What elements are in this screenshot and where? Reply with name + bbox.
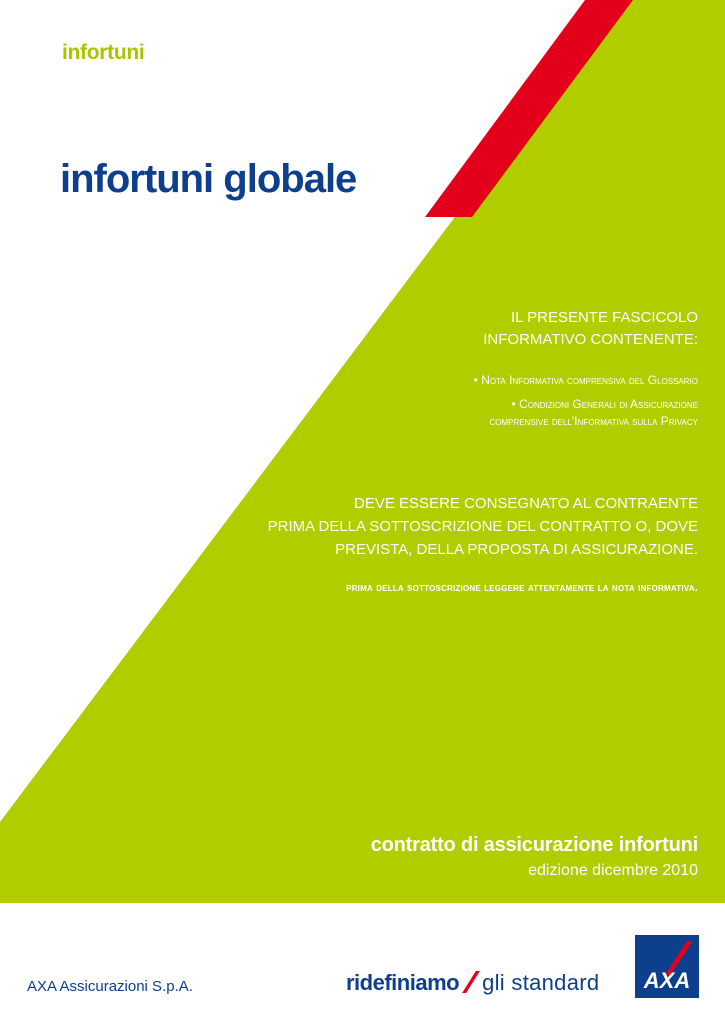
edition-date: edizione dicembre 2010 (528, 862, 698, 879)
intro-text (298, 307, 698, 351)
intro-line: IL PRESENTE FASCICOLO (511, 309, 698, 326)
reading-warning: prima della sottoscrizione leggere attentamente la nota informativa. (346, 582, 698, 594)
logo-text: AXA (643, 968, 691, 993)
list-item (198, 372, 698, 389)
list-item (198, 396, 698, 430)
list-item-line: comprensive dell'Informativa sulla Privacy (489, 414, 698, 428)
notice-line: PREVISTA, DELLA PROPOSTA DI ASSICURAZIONE. (335, 541, 698, 558)
tagline-bold: ridefiniamo (346, 970, 460, 995)
contract-type: contratto di assicurazione infortuni (370, 834, 698, 856)
intro-line: INFORMATIVO CONTENENTE: (483, 331, 698, 348)
notice-line: PRIMA DELLA SOTTOSCRIZIONE DEL CONTRATTO O, DOVE (267, 518, 698, 535)
contents-list (198, 372, 698, 437)
list-item-line: • Condizioni Generali di Assicurazione (511, 397, 698, 411)
delivery-notice (98, 492, 698, 561)
document-title: infortuni globale (60, 157, 357, 201)
notice-line: DEVE ESSERE CONSEGNATO AL CONTRAENTE (354, 495, 698, 512)
list-item-line: • Nota Informativa comprensiva del Glossario (473, 373, 698, 387)
red-slash-icon (462, 971, 480, 993)
axa-logo (635, 935, 699, 998)
category-label: infortuni (62, 41, 145, 64)
company-name: AXA Assicurazioni S.p.A. (27, 978, 193, 995)
brand-tagline (346, 970, 599, 996)
tagline-light: gli standard (482, 970, 600, 995)
